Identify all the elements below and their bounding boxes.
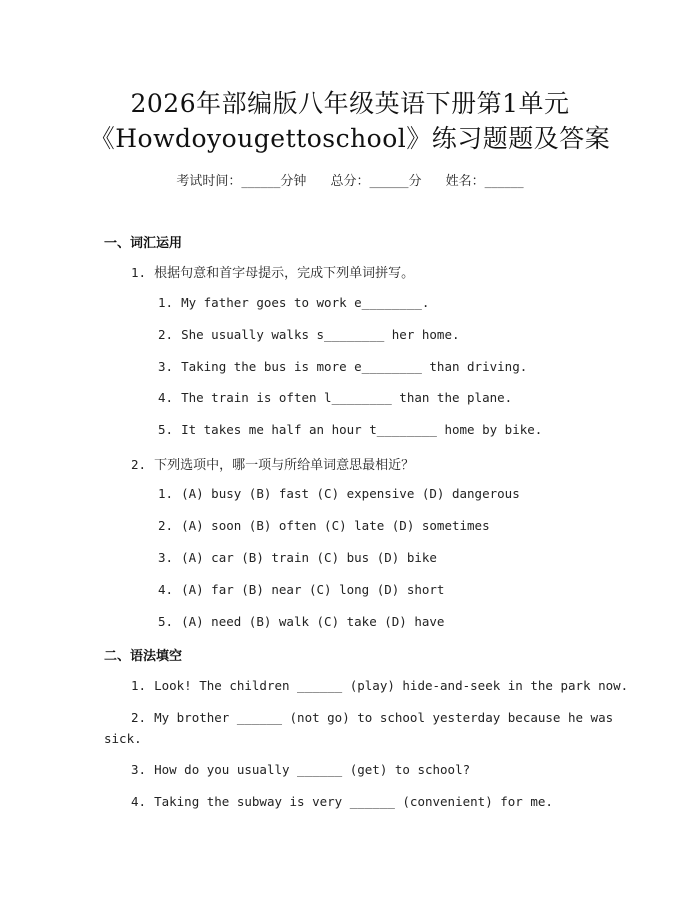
list-item	[131, 762, 470, 777]
item-number: 4.	[131, 794, 147, 809]
question-number: 1.	[131, 265, 147, 280]
list-item	[158, 550, 437, 565]
item-number: 2.	[158, 518, 174, 533]
list-item	[158, 614, 444, 629]
list-item	[131, 710, 613, 725]
list-item	[158, 518, 490, 533]
item-number: 5.	[158, 422, 174, 437]
item-text: She usually walks s________ her home.	[181, 327, 460, 342]
list-item-continuation: sick.	[104, 731, 142, 746]
question-text: 根据句意和首字母提示，完成下列单词拼写。	[154, 266, 415, 281]
list-item	[158, 582, 444, 597]
title-line-1: 2026年部编版八年级英语下册第1单元	[130, 89, 570, 118]
item-number: 3.	[131, 762, 147, 777]
question-text: 下列选项中，哪一项与所给单词意思最相近？	[154, 458, 415, 473]
exam-meta	[0, 170, 700, 189]
list-item	[158, 295, 429, 310]
item-text: My brother ______ (not go) to school yesterday because he was	[154, 710, 614, 725]
item-text: It takes me half an hour t________ home by bike.	[181, 422, 543, 437]
item-text: (A) far (B) near (C) long (D) short	[181, 582, 445, 597]
item-text: Look! The children ______ (play) hide-and-seek in the park now.	[154, 678, 629, 693]
list-item	[158, 486, 520, 501]
list-item	[158, 327, 460, 342]
item-number: 3.	[158, 359, 174, 374]
item-number: 2.	[158, 327, 174, 342]
item-text: (A) need (B) walk (C) take (D) have	[181, 614, 445, 629]
exam-time-label: 考试时间：______分钟	[176, 174, 307, 189]
section-heading-grammar: 二、语法填空	[104, 649, 183, 664]
list-item	[131, 794, 553, 809]
item-number: 1.	[131, 678, 147, 693]
item-text: (A) busy (B) fast (C) expensive (D) dangerous	[181, 486, 520, 501]
student-name-label: 姓名：______	[445, 174, 524, 189]
question-2-prompt	[131, 454, 414, 473]
item-number: 2.	[131, 710, 147, 725]
item-text: Taking the bus is more e________ than driving.	[181, 359, 528, 374]
item-text: The train is often l________ than the plane.	[181, 390, 513, 405]
question-number: 2.	[131, 457, 147, 472]
item-number: 4.	[158, 582, 174, 597]
item-text: (A) car (B) train (C) bus (D) bike	[181, 550, 437, 565]
item-text: How do you usually ______ (get) to school?	[154, 762, 471, 777]
item-text: Taking the subway is very ______ (convenient) for me.	[154, 794, 553, 809]
item-number: 1.	[158, 486, 174, 501]
item-text: My father goes to work e________.	[181, 295, 430, 310]
item-number: 5.	[158, 614, 174, 629]
title-line-2: 《Howdoyougettoschool》练习题题及答案	[89, 124, 611, 153]
item-number: 4.	[158, 390, 174, 405]
question-1-prompt	[131, 262, 414, 281]
list-item	[158, 359, 527, 374]
section-heading-vocabulary: 一、词汇运用	[104, 236, 183, 251]
item-number: 3.	[158, 550, 174, 565]
item-text: (A) soon (B) often (C) late (D) sometimes	[181, 518, 490, 533]
list-item	[131, 678, 628, 693]
item-number: 1.	[158, 295, 174, 310]
list-item	[158, 390, 512, 405]
list-item	[158, 422, 542, 437]
total-score-label: 总分：______分	[330, 174, 422, 189]
